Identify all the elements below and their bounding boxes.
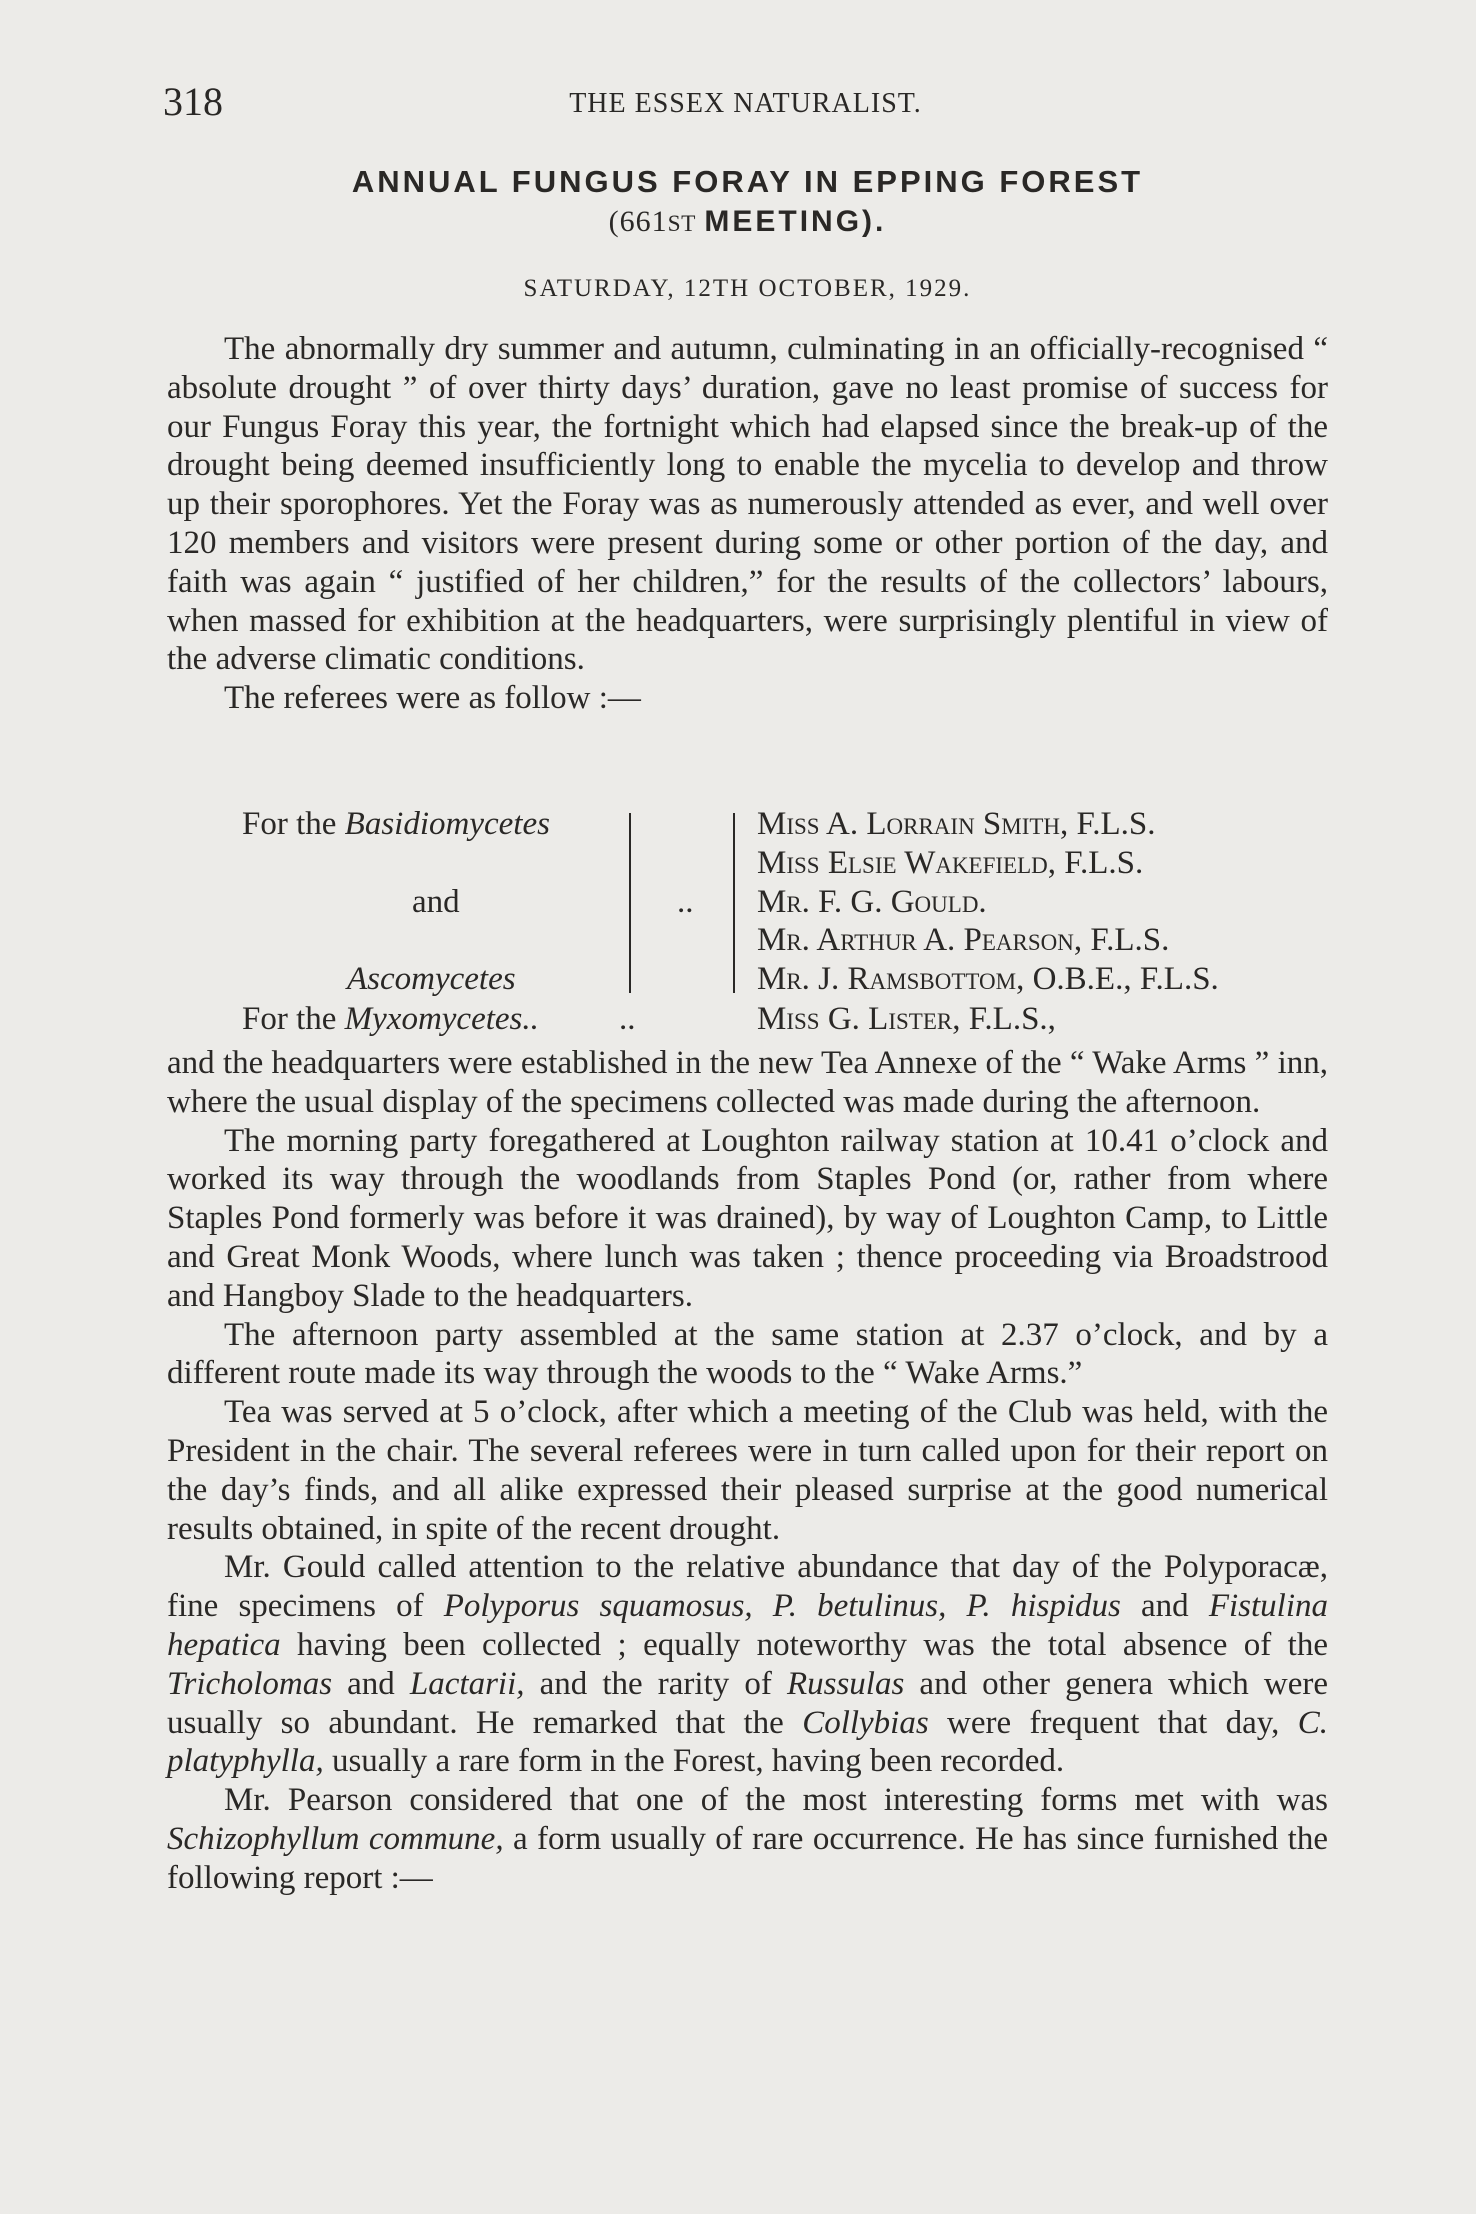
- referee-group-basidio: For the Basidiomycetes: [242, 806, 550, 842]
- referees-list: [167, 805, 1328, 1043]
- referee-names: [757, 805, 1219, 999]
- paragraph-6: Tea was served at 5 o’clock, after which a meeting of the Club was held, with the President in the chair. The several referees were in turn called upon for their report on the day’s finds, and all alike expressed their pleased surprise at the good numerical results obtained, in spite of the recent drought.: [167, 1394, 1328, 1547]
- referee-name: Mr. F. G. Gould.: [757, 883, 987, 920]
- paragraph-5: The afternoon party assembled at the same station at 2.37 o’clock, and by a different route made its way through the woods to the “ Wake Arms.”: [167, 1316, 1328, 1392]
- meeting-date: SATURDAY, 12TH OCTOBER, 1929.: [523, 275, 972, 302]
- myxo-leader-dots: ..: [619, 1001, 636, 1037]
- referee-name: Mr. Arthur A. Pearson, F.L.S.: [757, 922, 1170, 959]
- meeting-label: MEETING).: [704, 205, 887, 238]
- text-block-intro: [167, 330, 1328, 718]
- running-head: [163, 78, 1328, 128]
- paragraph-4: The morning party foregathered at Loughton railway station at 10.41 o’clock and worked its way through the woodlands from Staples Pond (or, rather from where Staples Pond formerly was before it was drained), by way of Loughton Camp, to Little and Great Monk Woods, where lunch was taken ; thence proceeding via Broadstrood and Hangboy Slade to the headquarters.: [167, 1122, 1328, 1314]
- paragraph-3: and the headquarters were established in the new Tea Annexe of the “ Wake Arms ” inn, where the usual display of the specimens collected was made during the afternoon.: [167, 1045, 1328, 1120]
- opening-brace: [733, 813, 749, 993]
- text-block-body: [167, 1044, 1328, 1898]
- leader-dots: ..: [677, 884, 694, 920]
- title-line-2: [167, 202, 1328, 244]
- paragraph-2: The referees were as follow :—: [224, 680, 641, 717]
- referee-group-asco: Ascomycetes: [347, 961, 516, 997]
- paragraph-1: The abnormally dry summer and autumn, culminating in an officially-recognised “ absolute drought ” of over thirty days’ duration, gave no least promise of success for our Fungus Foray this year, the fortnight which had elapsed since the break-up of the drought being deemed insufficiently long to enable the mycelia to develop and throw up their sporophores. Yet the Foray was as numerously attended as ever, and well over 120 members and visitors were present during some or other portion of the day, and faith was again “ justified of her children,” for the results of the collectors’ labours, when massed for exhibition at the headquarters, were surprisingly plentiful in view of the adverse climatic conditions.: [167, 331, 1328, 678]
- meeting-number: (661: [608, 205, 668, 238]
- closing-brace: [615, 813, 631, 993]
- referee-name: Miss A. Lorrain Smith, F.L.S.: [757, 806, 1156, 842]
- referee-group-myxo: For the Myxomycetes..: [242, 1001, 539, 1037]
- journal-title: THE ESSEX NATURALIST.: [569, 88, 922, 119]
- referee-group-and: and: [412, 884, 460, 920]
- page-number: 318: [163, 79, 223, 124]
- referee-name: Mr. J. Ramsbottom, O.B.E., F.L.S.: [757, 961, 1219, 998]
- meeting-ordinal: ST: [667, 211, 696, 237]
- paragraph-7: Mr. Gould called attention to the relative abundance that day of the Polyporacæ, fine specimens of Polyporus squamosus, P. betulinus, P. hispidus and Fistulina hepatica having been collected ; equally noteworthy was the total absence of the Tricholomas and Lactarii, and the rarity of Russulas and other genera which were usually so abundant. He remarked that the Collybias were frequent that day, C. platyphylla, usually a rare form in the Forest, having been recorded.: [167, 1549, 1329, 1780]
- article-title: [167, 162, 1328, 244]
- paragraph-8: Mr. Pearson considered that one of the most interesting forms met with was Schizophyllum commune, a form usually of rare occurrence. He has since furnished the following report :—: [167, 1782, 1328, 1896]
- title-line-1: ANNUAL FUNGUS FORAY IN EPPING FOREST: [351, 164, 1144, 199]
- referee-name: Miss Elsie Wakefield, F.L.S.: [757, 844, 1144, 881]
- referee-name-myxo: Miss G. Lister, F.L.S.,: [757, 1001, 1056, 1037]
